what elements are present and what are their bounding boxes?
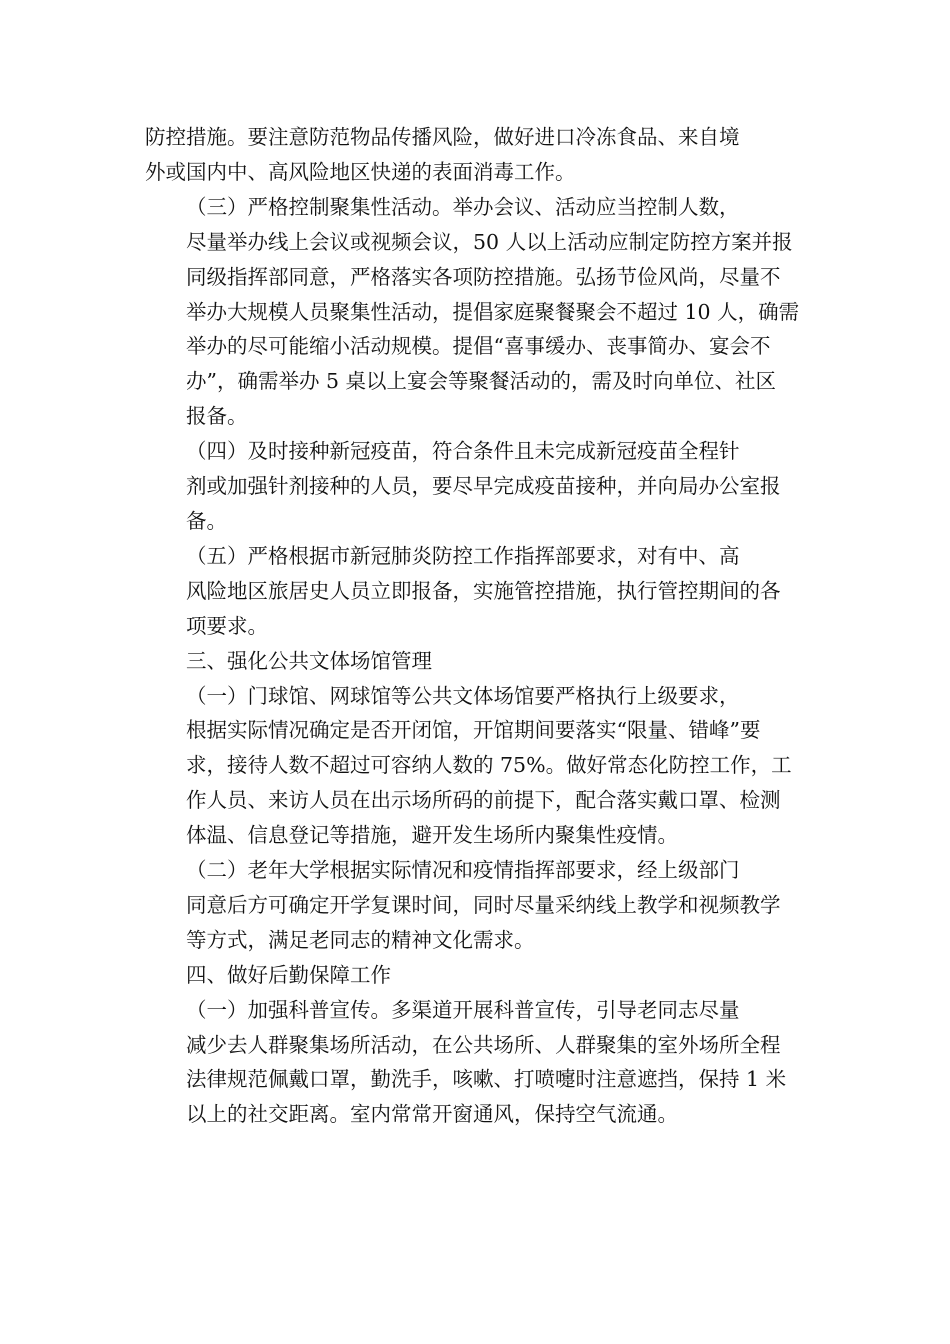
- text-line: 举办的尽可能缩小活动规模。提倡“喜事缓办、丧事简办、宴会不: [186, 334, 771, 359]
- text-line: 举办大规模人员聚集性活动，提倡家庭聚餐聚会不超过 10 人，确需: [186, 299, 800, 324]
- paragraph: [145, 190, 811, 434]
- paragraph: [145, 434, 811, 539]
- text-line: 减少去人群聚集场所活动，在公共场所、人群聚集的室外场所全程: [186, 1032, 781, 1057]
- text-line: （一）门球馆、网球馆等公共文体场馆要严格执行上级要求，: [186, 683, 740, 708]
- text-line: 法律规范佩戴口罩，勤洗手，咳嗽、打喷嚏时注意遮挡，保持 1 米: [186, 1067, 787, 1092]
- text-line: （三）严格控制聚集性活动。举办会议、活动应当控制人数，: [186, 194, 740, 219]
- text-line: （一）加强科普宣传。多渠道开展科普宣传，引导老同志尽量: [186, 997, 740, 1022]
- text-line: 求，接待人数不超过可容纳人数的 75%。做好常态化防控工作，工: [186, 753, 792, 778]
- text-line: 三、强化公共文体场馆管理: [186, 648, 432, 673]
- paragraph: [145, 853, 811, 958]
- text-line: 同意后方可确定开学复课时间，同时尽量采纳线上教学和视频教学: [186, 892, 781, 917]
- text-line: 体温、信息登记等措施，避开发生场所内聚集性疫情。: [186, 823, 678, 848]
- paragraph: [145, 958, 811, 993]
- text-line: 四、做好后勤保障工作: [186, 962, 391, 987]
- text-line: 报备。: [186, 404, 248, 429]
- paragraph: [145, 993, 811, 1133]
- text-line: 同级指挥部同意，严格落实各项防控措施。弘扬节俭风尚，尽量不: [186, 264, 781, 289]
- text-line: 备。: [186, 508, 227, 533]
- text-line: 剂或加强针剂接种的人员，要尽早完成疫苗接种，并向局办公室报: [186, 474, 781, 499]
- text-line: （二）老年大学根据实际情况和疫情指挥部要求，经上级部门: [186, 858, 740, 883]
- document-page: [145, 120, 811, 1132]
- paragraph: [145, 539, 811, 644]
- text-line: 防控措施。要注意防范物品传播风险，做好进口冷冻食品、来自境: [145, 125, 740, 149]
- text-line: 风险地区旅居史人员立即报备，实施管控措施，执行管控期间的各: [186, 578, 781, 603]
- text-line: 根据实际情况确定是否开闭馆，开馆期间要落实“限量、错峰”要: [186, 718, 761, 743]
- text-line: 尽量举办线上会议或视频会议，50 人以上活动应制定防控方案并报: [186, 229, 793, 254]
- text-line: 外或国内中、高风险地区快递的表面消毒工作。: [145, 159, 576, 184]
- text-line: 项要求。: [186, 613, 268, 638]
- paragraph: [145, 120, 811, 190]
- text-line: （四）及时接种新冠疫苗，符合条件且未完成新冠疫苗全程针: [186, 439, 740, 464]
- text-line: 以上的社交距离。室内常常开窗通风，保持空气流通。: [186, 1102, 678, 1127]
- paragraph: [145, 644, 811, 679]
- text-line: 办”，确需举办 5 桌以上宴会等聚餐活动的，需及时向单位、社区: [186, 369, 777, 394]
- text-line: 作人员、来访人员在出示场所码的前提下，配合落实戴口罩、检测: [186, 788, 781, 813]
- paragraph: [145, 679, 811, 854]
- text-line: （五）严格根据市新冠肺炎防控工作指挥部要求，对有中、高: [186, 543, 740, 568]
- text-line: 等方式，满足老同志的精神文化需求。: [186, 927, 535, 952]
